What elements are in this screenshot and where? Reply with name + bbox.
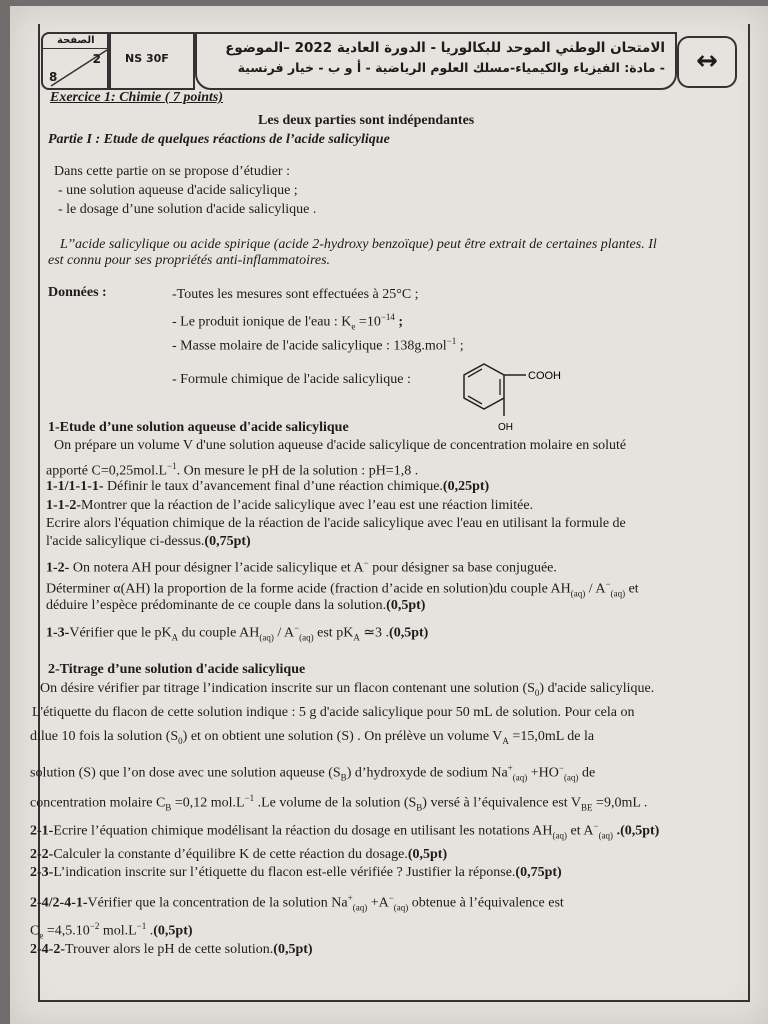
exam-title-box [195, 32, 677, 90]
svg-text:OH: OH [498, 422, 513, 433]
intro-item-1: - une solution aqueuse d'acide salicylique ; [58, 183, 298, 198]
question-1-3: 1-3-Vérifier que le $pK_A$ du couple $AH_{(aq)} / A^-_{(aq)}$ est $pK_A$ ≃3 .(0,5pt) [46, 623, 429, 643]
section2-p4: solution (S) que l’on dose avec une solution aqueuse $(S_B)$ d’hydroxyde de sodium $Na^+_{(aq)} +HO^-_{(aq)}$ de [30, 763, 596, 783]
intro-italic-line2: est connu pour ses propriétés anti-inflammatoires. [48, 253, 331, 268]
donnee-ionic-product: - Le produit ionique de l'eau : $K_e =10^{-14}$ ; [172, 312, 404, 332]
section1-p1: On prépare un volume V d'une solution aqueuse d'acide salicylique de concentration molaire en soluté [54, 438, 627, 453]
question-2-3: 2-3-L’indication inscrite sur l’étiquette du flacon est-elle vérifiée ? Justifier la réponse.(0,75pt) [30, 865, 562, 880]
svg-text:COOH: COOH [528, 370, 561, 382]
page-current: 2 [92, 52, 101, 66]
exam-title-line2: - مادة: الفيزياء والكيمياء-مسلك العلوم الرياضية - أ و ب - خيار فرنسية [237, 60, 665, 75]
donnee-temperature: -Toutes les mesures sont effectuées à 25°C ; [172, 287, 419, 302]
double-arrow-icon: ↔ [677, 36, 737, 88]
section2-p3: dilue 10 fois la solution $(S_0)$ et on obtient une solution (S) . On prélève un volume $V_A =15,0mL$ de la [30, 729, 595, 746]
question-1-1-1: 1-1/1-1-1- Définir le taux d’avancement final d’une réaction chimique.(0,25pt) [46, 479, 490, 494]
intro-lead: Dans cette partie on se propose d’étudier : [54, 164, 290, 179]
page-number-box [41, 32, 109, 90]
exam-header [41, 32, 738, 90]
question-1-2-line2: Déterminer α(AH) la proportion de la forme acide (fraction d’acide en solution)du couple $AH_{(aq)} / A^-_{(aq)}$ et [46, 579, 639, 599]
intro-italic-line1: L’’acide salicylique ou acide spirique (acide 2-hydroxy benzoïque) peut être extrait de certaines plantes. Il [60, 237, 657, 252]
exercise-heading: Exercice 1: Chimie ( 7 points) [50, 90, 224, 105]
donnee-formula-label: - Formule chimique de l'acide salicylique : [172, 372, 411, 387]
exam-code: NS 30F [125, 52, 169, 65]
question-2-4-1: 2-4/2-4-1-Vérifier que la concentration de la solution $Na^+_{(aq)} +A^-_{(aq)}$ obtenue à l’équivalence est [30, 893, 564, 913]
exam-code-box [109, 32, 195, 90]
section1-p2: apporté $C=0,25mol.L^{-1}$. On mesure le pH de la solution : pH=1,8 . [46, 461, 419, 479]
question-1-1-2-line2: Ecrire alors l'équation chimique de la réaction de l'acide salicylique avec l'eau en utilisant la formule de [46, 516, 626, 531]
question-1-2: 1-2- On notera AH pour désigner l’acide salicylique et A− pour désigner sa base conjuguée. [46, 558, 557, 576]
part1-title: Partie I : Etude de quelques réactions de l’acide salicylique [48, 132, 390, 147]
section2-title: 2-Titrage d’une solution d'acide salicylique [48, 662, 306, 677]
intro-item-2: - le dosage d’une solution d'acide salicylique . [58, 202, 317, 217]
donnees-label: Données : [48, 285, 107, 300]
page-label: الصفحة [57, 35, 95, 46]
question-1-2-line3: déduire l’espèce prédominante de ce couple dans la solution.(0,5pt) [46, 598, 426, 613]
section2-p5: concentration molaire $C_B =0,12$ $mol.L^{-1}$ .Le volume de la solution $(S_B)$ versé à l’équivalence est $V_{BE} =9,0mL$ . [30, 793, 648, 813]
question-1-1-2: 1-1-2-Montrer que la réaction de l’acide salicylique avec l’eau est une réaction limitée. [46, 498, 534, 513]
question-1-1-2-line3: l'acide salicylique ci-dessus.(0,75pt) [46, 534, 251, 549]
exam-title-line1: الامتحان الوطني الموحد للبكالوريا - الدورة العادية 2022 –الموضوع [225, 40, 665, 56]
question-2-2: 2-2-Calculer la constante d’équilibre K de cette réaction du dosage.(0,5pt) [30, 847, 448, 862]
page-total: 8 [49, 70, 58, 84]
question-2-1: 2-1-Ecrire l’équation chimique modélisant la réaction du dosage en utilisant les notations $AH_{(aq)}$ et $A^-_{(aq)}$ .(0,5pt) [30, 821, 660, 841]
question-2-4-1-line2: $C_e =4,5.10^{-2}$ $mol.L^{-1}$ .(0,5pt) [30, 921, 193, 941]
salicylic-acid-structure [452, 358, 582, 434]
parts-independent-note: Les deux parties sont indépendantes [258, 113, 475, 128]
question-2-4-2: 2-4-2-Trouver alors le pH de cette solution.(0,5pt) [30, 942, 313, 957]
section1-title: 1-Etude d’une solution aqueuse d'acide salicylique [48, 420, 349, 435]
donnee-molar-mass: - Masse molaire de l'acide salicylique : 138g.mol$^{-1}$ ; [172, 336, 464, 354]
section2-p2: L'étiquette du flacon de cette solution indique : 5 g d'acide salicylique pour 50 mL de solution. Pour cela on [32, 705, 635, 720]
section2-p1: On désire vérifier par titrage l’indication inscrite sur un flacon contenant une solution $(S_0)$ d'acide salicylique. [40, 681, 655, 698]
